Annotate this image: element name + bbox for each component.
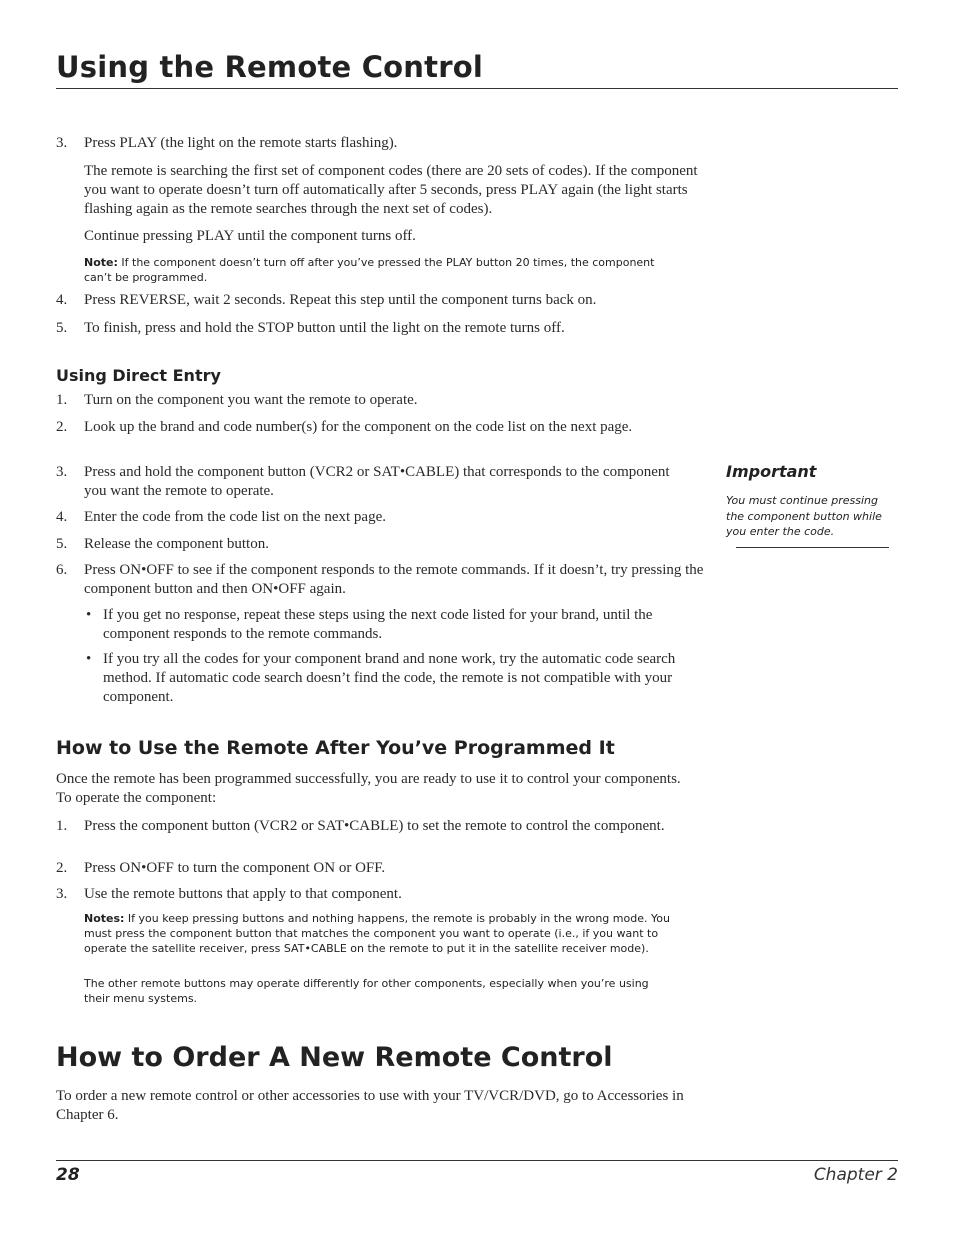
step-text: Press and hold the component button (VCR2 or SAT•CABLE) that corresponds to the component you want the remote to operate. xyxy=(84,464,670,499)
notes-text: If you keep pressing buttons and nothing happens, the remote is probably in the wrong mode. You must press the component button that matches the component you want to operate (i.e., if you want to operate the satellite receiver, press SAT•CABLE on the remote to put it in the satellite receiver mode). xyxy=(84,912,670,955)
paragraph: To order a new remote control or other accessories to use with your TV/VCR/DVD, go to Accessories in Chapter 6. xyxy=(56,1088,684,1123)
step-number: 6. xyxy=(56,562,68,578)
chapter-label: Chapter 2 xyxy=(813,1165,898,1185)
note-text: If the component doesn’t turn off after you’ve pressed the PLAY button 20 times, the component can’t be programmed. xyxy=(84,256,655,284)
sidebar-important-title: Important xyxy=(726,462,817,481)
paragraph: The remote is searching the first set of component codes (there are 20 sets of codes). If the component you want to operate doesn’t turn off automatically after 5 seconds, press PLAY again (the light starts flashing again as the remote searches through the next set of codes). xyxy=(84,163,698,217)
step-text: Turn on the component you want the remote to operate. xyxy=(84,392,418,408)
notes-label: Notes: xyxy=(84,912,125,925)
step-text: Look up the brand and code number(s) for the component on the code list on the next page. xyxy=(84,419,633,435)
step-number: 1. xyxy=(56,392,68,408)
sidebar-important-text: You must continue pressing the component button while you enter the code. xyxy=(726,494,882,538)
step-text: Press REVERSE, wait 2 seconds. Repeat this step until the component turns back on. xyxy=(84,292,597,308)
note-label: Note: xyxy=(84,256,118,269)
section-heading-direct-entry: Using Direct Entry xyxy=(56,366,221,385)
section-heading-order-remote: How to Order A New Remote Control xyxy=(56,1042,613,1073)
step-text: Press PLAY (the light on the remote starts flashing). xyxy=(84,135,398,151)
step-number: 3. xyxy=(56,886,68,902)
footer-rule xyxy=(56,1160,898,1161)
paragraph: Continue pressing PLAY until the component turns off. xyxy=(84,228,416,244)
note xyxy=(84,255,684,285)
step-number: 4. xyxy=(56,509,68,525)
bullet-mark: • xyxy=(86,607,92,623)
notes xyxy=(84,911,674,956)
step-text: Press ON•OFF to turn the component ON or OFF. xyxy=(84,860,386,876)
section-heading-after-programmed: How to Use the Remote After You’ve Programmed It xyxy=(56,737,615,759)
step-number: 3. xyxy=(56,464,68,480)
step-text: To finish, press and hold the STOP button until the light on the remote turns off. xyxy=(84,320,565,336)
step-number: 4. xyxy=(56,292,68,308)
bullet-text: If you get no response, repeat these steps using the next code listed for your brand, until the component responds to the remote commands. xyxy=(103,607,653,642)
step-text: Release the component button. xyxy=(84,536,269,552)
page-header-title: Using the Remote Control xyxy=(56,50,483,84)
step-text: Press ON•OFF to see if the component responds to the remote commands. If it doesn’t, try pressing the component button and then ON•OFF again. xyxy=(84,562,704,597)
paragraph: Once the remote has been programmed successfully, you are ready to use it to control your components. To operate the component: xyxy=(56,771,681,806)
step-number: 3. xyxy=(56,135,68,151)
step-number: 5. xyxy=(56,320,68,336)
notes-extra: The other remote buttons may operate differently for other components, especially when you’re using their menu systems. xyxy=(84,977,649,1005)
step-number: 5. xyxy=(56,536,68,552)
page-number: 28 xyxy=(56,1165,80,1185)
bullet-text: If you try all the codes for your component brand and none work, try the automatic code search method. If automatic code search doesn’t find the code, the remote is not compatible with your component. xyxy=(103,651,676,705)
bullet-mark: • xyxy=(86,651,92,667)
sidebar-rule xyxy=(736,547,889,548)
step-number: 2. xyxy=(56,419,68,435)
header-rule xyxy=(56,88,898,89)
step-text: Press the component button (VCR2 or SAT•CABLE) to set the remote to control the component. xyxy=(84,818,665,834)
step-number: 2. xyxy=(56,860,68,876)
step-text: Use the remote buttons that apply to that component. xyxy=(84,886,402,902)
step-number: 1. xyxy=(56,818,68,834)
step-text: Enter the code from the code list on the next page. xyxy=(84,509,386,525)
